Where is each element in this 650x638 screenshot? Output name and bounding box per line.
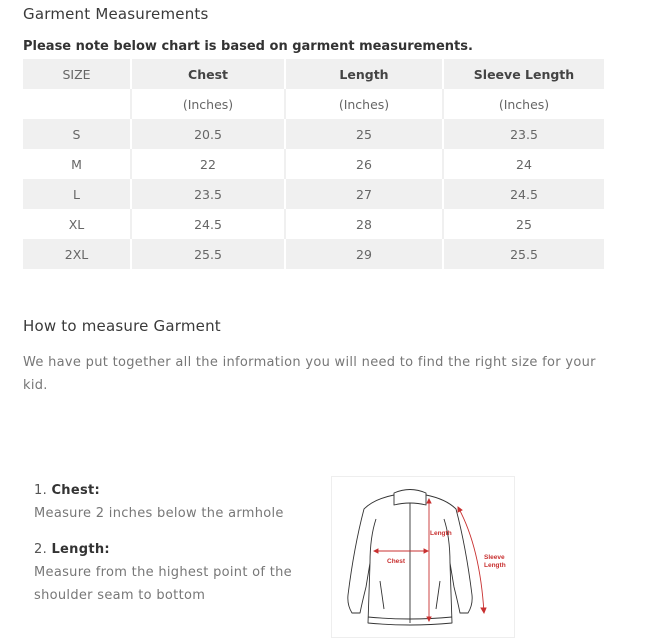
step-number: 2.: [34, 542, 48, 557]
length-cell: 27: [285, 179, 443, 209]
size-cell: M: [23, 149, 131, 179]
step-length: [34, 539, 314, 607]
diagram-label-chest: Chest: [387, 558, 406, 565]
unit-cell: [23, 89, 131, 119]
unit-cell: (Inches): [131, 89, 285, 119]
chest-cell: 22: [131, 149, 285, 179]
chest-cell: 25.5: [131, 239, 285, 269]
length-cell: 26: [285, 149, 443, 179]
table-row: [23, 149, 604, 179]
chest-cell: 20.5: [131, 119, 285, 149]
table-row: [23, 239, 604, 269]
size-cell: 2XL: [23, 239, 131, 269]
length-cell: 28: [285, 209, 443, 239]
chest-cell: 24.5: [131, 209, 285, 239]
sleeve-cell: 23.5: [443, 119, 604, 149]
step-label: Chest:: [51, 483, 101, 498]
size-chart-table: [23, 59, 604, 269]
size-cell: L: [23, 179, 131, 209]
sleeve-cell: 24: [443, 149, 604, 179]
measurement-steps: [34, 480, 314, 607]
table-row: [23, 209, 604, 239]
jacket-icon: [332, 477, 514, 637]
jacket-measurement-diagram: [331, 476, 515, 638]
diagram-label-length: Length: [430, 530, 452, 537]
length-cell: 25: [285, 119, 443, 149]
size-cell: S: [23, 119, 131, 149]
chest-cell: 23.5: [131, 179, 285, 209]
step-label: Length:: [51, 542, 110, 557]
step-text: Measure 2 inches below the armhole: [34, 506, 284, 521]
chart-note: Please note below chart is based on garment measurements.: [23, 39, 473, 54]
size-cell: XL: [23, 209, 131, 239]
diagram-label-sleeve-2: Length: [484, 562, 506, 569]
column-header-chest: Chest: [131, 59, 285, 89]
column-header-sleeve-length: Sleeve Length: [443, 59, 604, 89]
column-header-size: SIZE: [23, 59, 131, 89]
section-title: How to measure Garment: [23, 317, 221, 335]
unit-cell: (Inches): [285, 89, 443, 119]
step-chest: [34, 480, 314, 525]
step-number: 1.: [34, 483, 48, 498]
sleeve-cell: 24.5: [443, 179, 604, 209]
sleeve-cell: 25.5: [443, 239, 604, 269]
length-cell: 29: [285, 239, 443, 269]
diagram-label-sleeve-1: Sleeve: [484, 554, 505, 561]
column-header-length: Length: [285, 59, 443, 89]
table-units-row: [23, 89, 604, 119]
sleeve-cell: 25: [443, 209, 604, 239]
step-text: Measure from the highest point of the shoulder seam to bottom: [34, 565, 292, 603]
unit-cell: (Inches): [443, 89, 604, 119]
table-header-row: [23, 59, 604, 89]
page-title: Garment Measurements: [23, 5, 209, 23]
table-row: [23, 179, 604, 209]
table-row: [23, 119, 604, 149]
intro-text: We have put together all the information you will need to find the right size for your kid.: [23, 355, 596, 393]
